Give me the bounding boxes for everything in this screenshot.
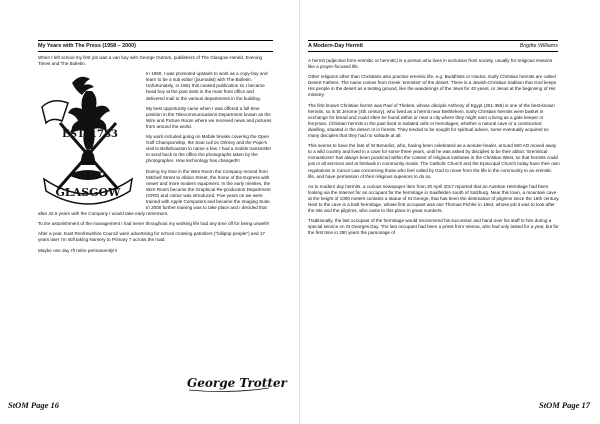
right-paragraph: As to modern day hermits, a curious newspaper item from 20 April 2017 reported that an Austrian Hermitage had been looking via the Internet for an occupant for the hermitage in Saalfelden south of Salzburg. Near this town, a mountain cave at the height of 1000 meters contains a statue of St George, that has been the destination of pilgrims since the 16th century. Next to the cave is a built hermitage, whose first occupant was one Thomas Pichler in 1664, whose job it was to look after the site and the pilgrims, who came to this place in great numbers. (308, 183, 560, 214)
left-page-number: StOM Page 16 (8, 400, 59, 410)
left-paragraph: During my time in the Wire Room the Company moved from Mitchell Street to Albion Street, the home of the Express with newer and more modern equipment. In the early nineties, the Wire Room became the Graphical Re-production Department (GRD) and colour was introduced. Five years on we were trained with Apple Computers and became the Imaging Suite. In 2000 further training was to take place and I decided that after 42.5 years with the Company I would take early retirement. (38, 168, 271, 217)
right-article-body (308, 58, 560, 240)
left-page-title: My Years with The Press (1958 – 2000) (38, 43, 136, 49)
left-paragraph: My best opportunity came when I was offered a full-time position in the Telecommunications Department known as the Wire and Picture Room where we received news and pictures from around the world. (146, 105, 272, 129)
left-page-header (38, 40, 273, 52)
crest-glasgow-text: GLASGOW (55, 186, 121, 200)
glasgow-crest-logo (38, 71, 138, 205)
left-paragraph: Maybe one day I'll retire permanently!!! (38, 247, 118, 253)
crest-est-text: EST. 1783 (62, 129, 118, 141)
author-signature (185, 371, 287, 393)
right-paragraph: A hermit (adjective form eremitic or hermitic) is a person who lives in seclusion from society, usually for religious reasons like a prayer-focused life. (308, 58, 553, 70)
right-page-number: StOM Page 17 (539, 400, 590, 410)
left-paragraph: After a year, East Renfrewshire Council were advertising for school crossing patrollers ("lollipop people") and 17 years later I'm still taking Nursery to Primary 7 across the road. (38, 231, 265, 243)
left-paragraph: To the astonishment of the management I had never throughout my working life had any time off for being unwell!! (38, 221, 270, 227)
right-paragraph: This seems to have the fate of St Benedict, who, having been celebrated as a wonder-healer, around 500 AD moved away to a wild country and lived in a cave for some three years, until he was asked by disciples to be their abbot. 'Eremitical monasticism' has always been practiced within the context of religious institutes in the Christian West, so that hermits could join in all services and at festivals in community meals. The Catholic Church and the Episcopal Church today have their own regulations in Canon Law concerning those who feel called by God to move from the life in the community to an eremitic life, and have permission of their religious superiors to do so. (308, 143, 560, 179)
right-page-author: Brigitte Williams (519, 43, 558, 49)
left-paragraph: In 1960, I was promoted upstairs to work as a copy-boy and learn to be a sub editor (journalist) with The Bulletin. Unfortunately, in 1961 this ceased publication so I became head boy at the post desk in the main front office and delivered mail to the various departments in the building. (146, 71, 268, 101)
right-paragraph: Traditionally, the last occupant of the hermitage would recommend his successor and hand over his staff to him during a special service on St Georges Day. The last occupant had been a priest from Vienna, who had only lasted for a year, but for the first time in 350 years the parsonage of (308, 218, 559, 236)
left-article-body (38, 55, 273, 258)
right-page-header (308, 40, 558, 52)
right-page (300, 0, 600, 424)
glasgow-crest-icon (38, 71, 138, 205)
signature-text: George Trotter (187, 376, 287, 390)
right-page-title: A Modern-Day Hermit (308, 43, 363, 49)
right-paragraph: The first known Christian hermit was Paul of Thebes, whose disciple Anthony of Egypt (251-356) is one of the best-known hermits, so is St Jerome (4th century), who lived as a hermit near Bethlehem. Early Christian hermits were basket in exchange for bread and could often be found within or near a city where they might earn a living as a gate keeper or ferryman. Christian hermits in the past lived in isolated cells or hermitages, whether a natural cave or a constructed dwelling, situated in the desert or in forests. They tended to be sought for spiritual advice, some eventually acquired so many disciples that they had no solitude at all. (308, 102, 555, 139)
left-paragraph: My work included going on Mobile breaks covering the Open Golf Championship, the Seal cull on Orkney and the Pope's visit to Bellahouston to name a few. I had a mobile transmitter to send back to the office the photographs taken by the photographer. How technology has changed!!! (146, 134, 272, 164)
right-paragraph: Other religions other than Christians also practice eremitic life, e.g. Buddhists or Hindus. Early Christian hermits are called Desert Fathers. The name comes from Greek 'eremites'-of the desert. There is a Jewish-Christian tradition that God keeps His people in the desert as a testing ground, like the wanderings of the Jews for 40 years, or Jesus at the beginning of His ministry. (308, 74, 557, 98)
left-intro-paragraph: When I left school my first job was a van boy with George Outram, publishers of The Glasgow Herald, Evening Times and The Bulletin. (38, 55, 263, 67)
